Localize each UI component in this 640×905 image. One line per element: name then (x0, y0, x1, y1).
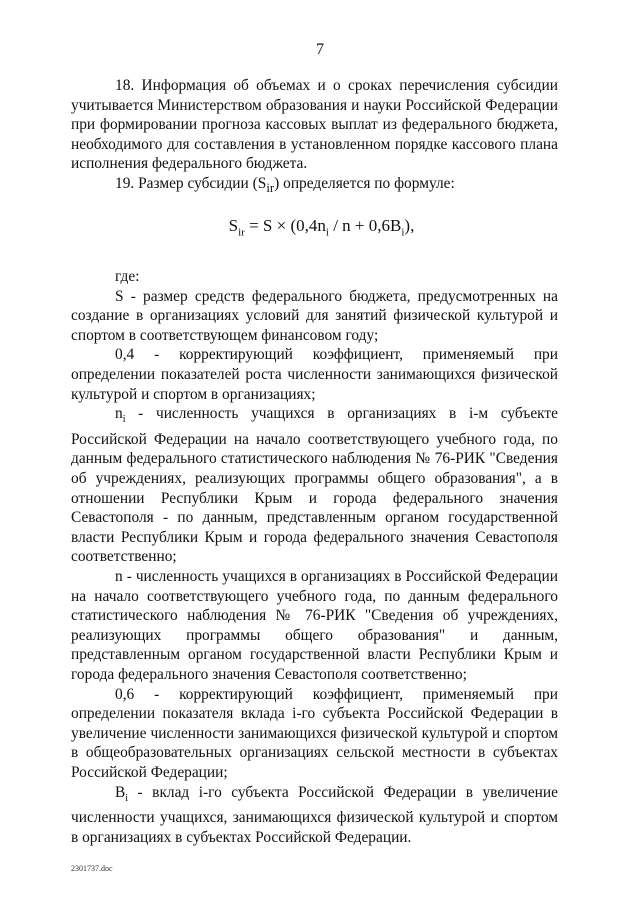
definition-bi-symbol (115, 783, 129, 804)
definition-coefficient-0-6: 0,6 - корректирующий коэффициент, применяемый при определении показателя вклада i-го субъекта Российской Федерации в увеличение численности занимающихся физической культурой и спортом в общеобразовательных организациях сельской местности в субъектах Российской Федерации; (71, 685, 558, 781)
paragraph-19 (71, 174, 558, 199)
formula-rhs-part-c: ), (404, 215, 415, 235)
definition-coefficient-0-4: 0,4 - корректирующий коэффициент, применяемый при определении показателей роста численности занимающихся физической культурой и спортом в организациях; (71, 346, 558, 403)
formula-rhs-part-b: / n + 0,6B (328, 215, 402, 235)
document-footer-filename: 2301737.doc (71, 864, 113, 873)
subsidy-formula (71, 215, 558, 243)
definition-ni-text: - численность учащихся в организациях в i-м субъекте Российской Федерации на начало соответствующего учебного года, по данным федерального статистического наблюдения № 76-РИК "Сведения об учреждениях, реализующих программы общего образования", а в отношении Республики Крым и города федерального значения Севастополя - по данным, представленным органом государственной власти Республики Крым и города федерального значения Севастополя соответственно; (71, 405, 558, 566)
paragraph-18: 18. Информация об объемах и о сроках перечисления субсидии учитывается Министерством образования и науки Российской Федерации при формировании прогноза кассовых выплат из федерального бюджета, необходимого для составления в установленном порядке кассового плана исполнения федерального бюджета. (71, 77, 558, 173)
formula-subscript-1: i (325, 226, 329, 239)
definition-n: n - численность учащихся в организациях в Российской Федерации на начало соответствующего учебного года, по данным федерального статистического наблюдения № 76-РИК "Сведения об учреждениях, реализующих программы общего образования" и данным, представленным органом государственной власти Республики Крым и города федерального значения Севастополя соответственно; (71, 568, 558, 683)
ni-letter: n (115, 405, 123, 423)
definition-bi (71, 783, 558, 848)
definition-ni (71, 404, 558, 567)
paragraph-19-text-after: ) определяется по формуле: (274, 174, 455, 192)
where-label: где: (115, 268, 140, 286)
definition-ni-symbol (115, 405, 126, 426)
formula-lhs-subscript: ir (238, 226, 245, 239)
document-body (71, 76, 558, 847)
formula-subscript-2: i (401, 226, 405, 239)
definition-bi-text: - вклад i-го субъекта Российской Федерации в увеличение численности учащихся, занимающихся физической культурой и спортом в организациях в субъектах Российской Федерации. (71, 783, 558, 846)
bi-letter: B (115, 783, 126, 801)
paragraph-19-subscript: ir (266, 181, 275, 196)
definition-s: S - размер средств федерального бюджета, предусмотренных на создание в организациях условий для занятий физической культурой и спортом в соответствующем финансовом году; (71, 287, 558, 344)
paragraph-19-text-before: 19. Размер субсидии (S (115, 174, 267, 192)
bi-subscript: i (125, 792, 129, 804)
ni-subscript: i (122, 414, 126, 426)
formula-lhs: S (228, 215, 239, 235)
page-number: 7 (316, 41, 324, 58)
formula-rhs-part-a: = S × (0,4n (244, 215, 326, 235)
